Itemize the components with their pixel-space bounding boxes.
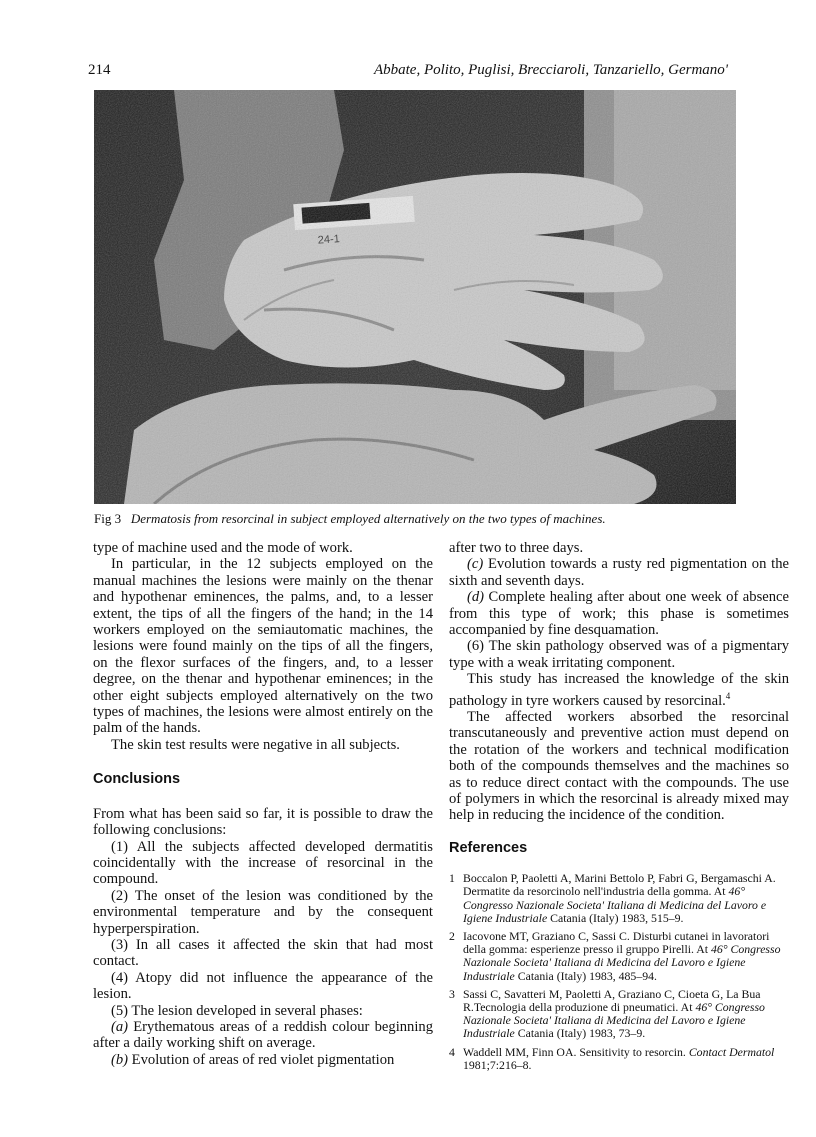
phase-item (449, 589, 789, 638)
reference-details: Catania (Italy) 1983, 485–94. (514, 968, 657, 983)
paragraph (449, 671, 789, 709)
conclusion-item: (1) All the subjects affected developed dermatitis coincidentally with the increase of resorcinal in the compound. (93, 838, 433, 888)
reference-source: 46° Congresso Nazionale Societa' Italiana di Medicina del Lavoro e Igiene Industriale (463, 884, 767, 925)
figure-photo (94, 90, 736, 504)
figure-caption-text: Dermatosis from resorcinal in subject employed alternatively on the two types of machines. (130, 511, 606, 526)
paragraph: type of machine used and the mode of work. (93, 540, 353, 556)
conclusion-item: (4) Atopy did not influence the appearance of the lesion. (93, 969, 433, 1003)
reference-number: 4 (449, 1044, 455, 1059)
phase-text: Complete healing after about one week of absence from this type of work; this phase is sometimes accompanied by fine desquamation. (449, 589, 789, 639)
reference-item (449, 930, 789, 983)
reference-authors-title: Boccalon P, Paoletti A, Marini Bettolo P, Fabri G, Bergamaschi A. Dermatite da resorcinolo nell'industria della gomma. At (463, 871, 776, 899)
figure-caption (94, 511, 744, 527)
reference-list (449, 872, 789, 1072)
reference-item (449, 988, 789, 1041)
phase-item (93, 1052, 433, 1068)
phase-item (449, 556, 789, 589)
paragraph: From what has been said so far, it is possible to draw the following conclusions: (93, 805, 433, 839)
right-column (449, 540, 789, 1077)
reference-text (463, 872, 789, 925)
conclusion-item: (5) The lesion developed in several phases: (111, 1002, 363, 1019)
citation-superscript: 4 (725, 690, 731, 701)
left-column (93, 540, 433, 1068)
phase-text: Evolution towards a rusty red pigmentation on the sixth and seventh days. (449, 556, 789, 589)
reference-number: 2 (449, 928, 455, 943)
phase-item (93, 1019, 433, 1052)
paragraph-text: This study has increased the knowledge of the skin pathology in tyre workers caused by resorcinal. (449, 671, 789, 709)
paragraph: The skin test results were negative in all subjects. (111, 736, 400, 753)
paragraph: In particular, in the 12 subjects employed on the manual machines the lesions were mainly on the thenar and hypothenar eminences, the palms, and, to a lesser extent, the tips of all the fingers of the hand; in the 14 workers employed on the semiautomatic machines, the lesions were found mainly on the tips of all the fingers, on the flexor surfaces of the fingers, and, to a lesser degree, on the thenar and hypothenar eminences; in the other eight subjects employed alternatively on the two types of machines, the lesions were almost entirely on the palm of the hands. (93, 556, 433, 737)
reference-text (463, 988, 789, 1041)
phase-label: (b) (111, 1051, 129, 1068)
section-heading-conclusions: Conclusions (93, 771, 181, 788)
reference-number: 1 (449, 871, 455, 886)
phase-label: (d) (467, 589, 485, 606)
phase-text: Evolution of areas of red violet pigmentation (128, 1051, 395, 1068)
section-heading-references: References (449, 839, 528, 856)
reference-item (449, 1046, 789, 1072)
reference-source: 46° Congresso Nazionale Societa' Italiana di Medicina del Lavoro e Igiene Industriale (463, 942, 781, 983)
paragraph: after two to three days. (449, 540, 584, 556)
reference-text (463, 1046, 789, 1072)
page-number: 214 (88, 62, 111, 78)
phase-label: (c) (467, 556, 484, 573)
reference-details: Catania (Italy) 1983, 515–9. (547, 910, 684, 925)
phase-text: Erythematous areas of a reddish colour beginning after a daily working shift on average. (93, 1018, 433, 1052)
reference-text (463, 930, 789, 983)
conclusion-item: (2) The onset of the lesion was conditioned by the environmental temperature and by the consequent hyperperspiration. (93, 887, 433, 937)
reference-details: 1981;7:216–8. (463, 1057, 532, 1072)
reference-authors-title: Iacovone MT, Graziano C, Sassi C. Disturbi cutanei in lavoratori della gomma: esperienze presso il gruppo Pirelli. At (463, 928, 770, 957)
conclusion-item: (3) In all cases it affected the skin that had most contact. (93, 936, 433, 970)
conclusion-item: (6) The skin pathology observed was of a pigmentary type with a weak irritating component. (449, 638, 789, 671)
figure-label: Fig 3 (94, 511, 122, 526)
reference-item (449, 872, 789, 925)
paragraph: The affected workers absorbed the resorcinal transcutaneously and preventive action must depend on the rotation of the workers and technical modification both of the compounds themselves and the machines so as to reduce direct contact with the compounds. The use of polymers in which the resorcinal is already mixed may help in reducing the incidence of the condition. (449, 708, 789, 824)
reference-authors-title: Waddell MM, Finn OA. Sensitivity to resorcin. (463, 1044, 689, 1059)
running-header-authors: Abbate, Polito, Puglisi, Brecciaroli, Tanzariello, Germano' (373, 62, 728, 78)
reference-number: 3 (449, 986, 455, 1001)
reference-details: Catania (Italy) 1983, 73–9. (514, 1026, 646, 1041)
reference-source: Contact Dermatol (688, 1044, 775, 1059)
reference-authors-title: Sassi C, Savatteri M, Paoletti A, Graziano C, Cioeta G, La Bua R.Tecnologia della produzione di pneumatici. At (463, 986, 761, 1014)
phase-label: (a) (111, 1018, 129, 1035)
hands-photograph (94, 90, 736, 504)
reference-source: 46° Congresso Nazionale Societa' Italiana di Medicina del Lavoro e Igiene Industriale (463, 1000, 765, 1041)
